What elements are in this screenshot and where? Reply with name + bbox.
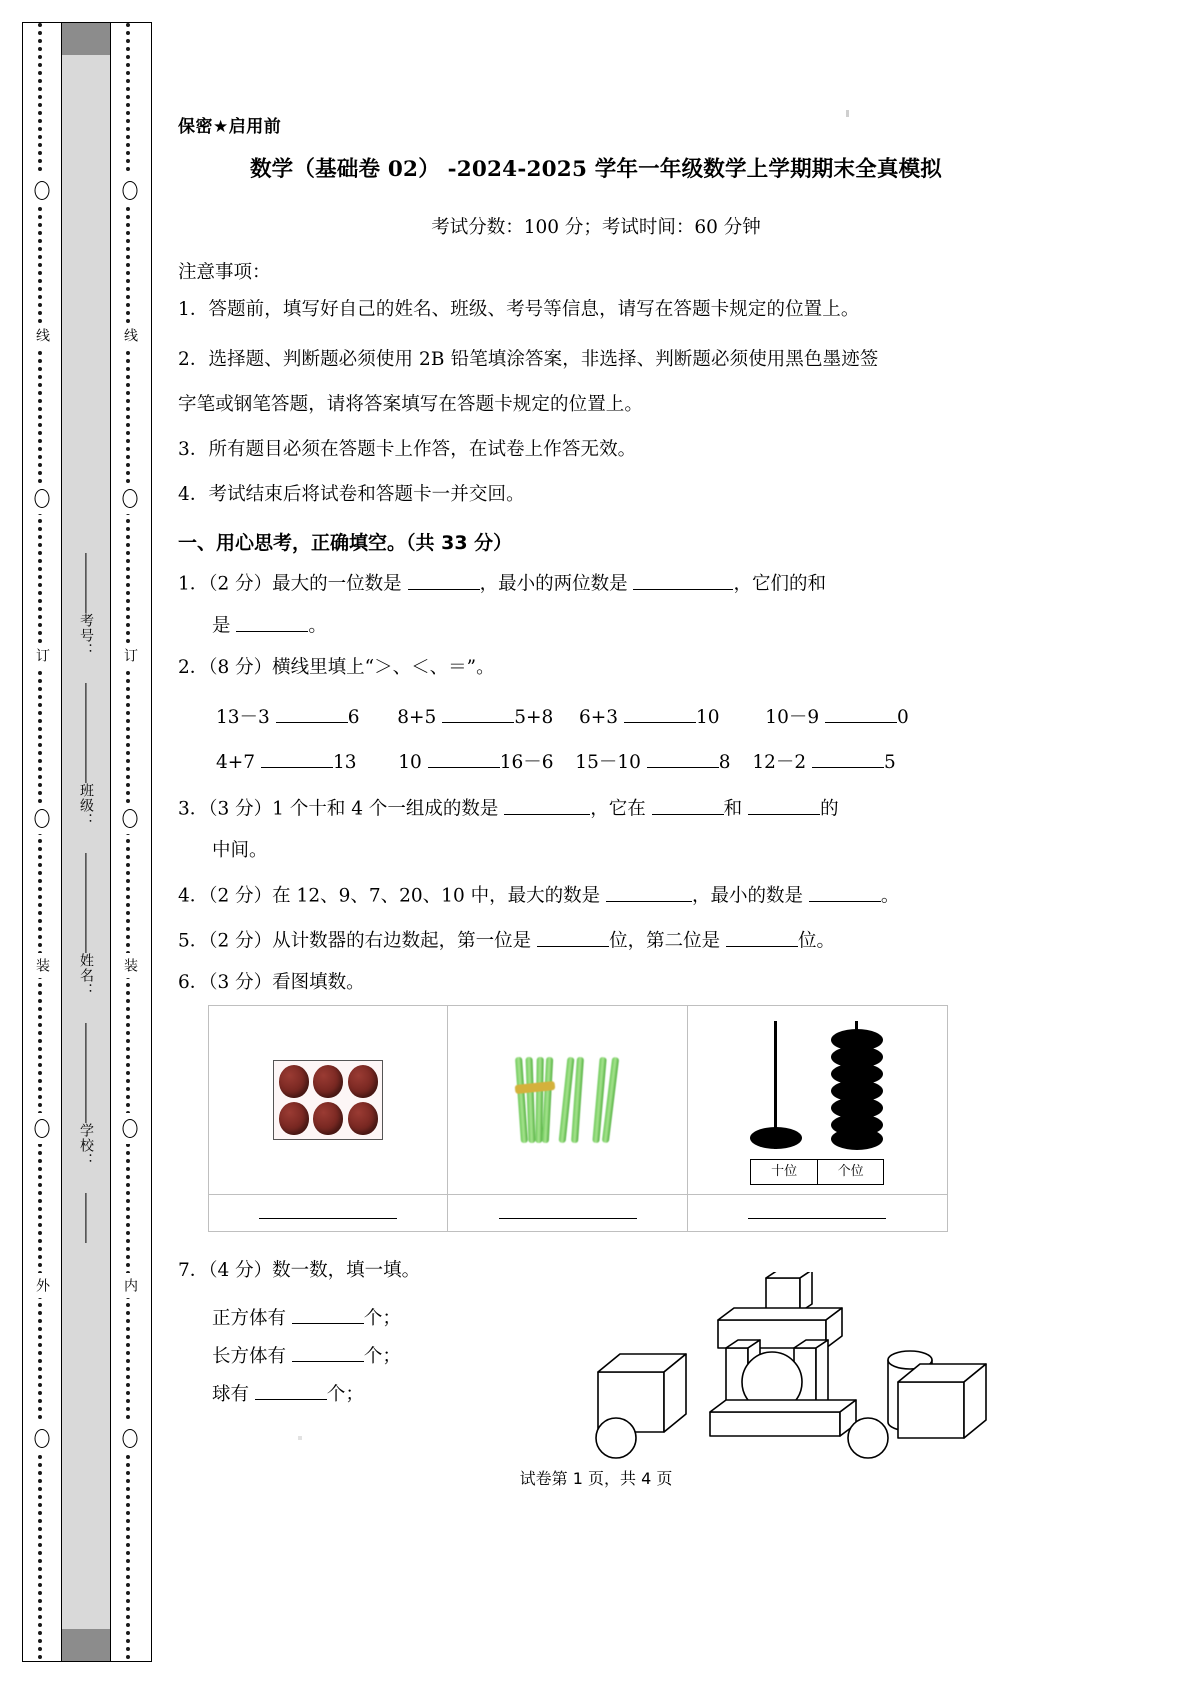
q5-text-a: 5．（2 分）从计数器的右边数起，第一位是 <box>178 930 532 952</box>
q7-blank-cuboid[interactable] <box>292 1342 364 1362</box>
marker-circle-outer-2 <box>35 483 50 514</box>
q2-r2-left-1: 4+7 <box>216 752 256 773</box>
q2-r2-right-3: 8 <box>718 752 731 773</box>
q7-unit-cuboid: 个； <box>363 1345 401 1367</box>
notice-item-2: 2．选择题、判断题必须使用 2B 铅笔填涂答案，非选择、判断题必须使用黑色墨迹签 <box>178 349 879 370</box>
marker-circle-inner-1 <box>123 175 138 206</box>
notice-heading: 注意事项： <box>178 262 271 283</box>
q3-text-a: 3．（3 分）1 个十和 4 个一组成的数是 <box>178 798 499 820</box>
q2-r2-right-2: 16－6 <box>499 752 554 773</box>
q3-text-b: ，它在 <box>590 798 646 820</box>
q5-blank-1[interactable] <box>537 927 609 947</box>
q2-r2-blank-1[interactable] <box>261 749 333 769</box>
q2-r2-left-4: 12－2 <box>752 752 807 773</box>
notice-item-4: 3．所有题目必须在答题卡上作答，在试卷上作答无效。 <box>178 439 637 460</box>
page-artifact-dot <box>846 110 849 117</box>
q2-r1-blank-3[interactable] <box>624 704 696 724</box>
q2-r2-right-4: 5 <box>884 752 896 773</box>
notice-item-3: 字笔或钢笔答题，请将答案填写在答题卡规定的位置上。 <box>178 394 644 415</box>
question-7-answer-lines <box>212 1300 401 1414</box>
q2-r2-left-3: 15－10 <box>575 752 641 773</box>
student-info-column <box>61 23 111 1661</box>
q2-r2-blank-2[interactable] <box>428 749 500 769</box>
page-title: 数学（基础卷 02） -2024-2025 学年一年级数学上学期期末全真模拟 <box>249 157 942 182</box>
q2-r2-blank-4[interactable] <box>812 749 884 769</box>
q2-r2-blank-3[interactable] <box>647 749 719 769</box>
q3-text-d: 的 <box>820 798 839 820</box>
solids-figure <box>568 1272 988 1460</box>
solids-line-drawing-icon <box>568 1272 988 1460</box>
answer-blank-sticks[interactable] <box>499 1204 637 1219</box>
seal-label-inner-seal: 装 <box>120 953 140 978</box>
q7-label-cuboid: 长方体有 <box>212 1345 287 1367</box>
seal-binding-strip <box>22 22 152 1662</box>
seal-label-inner-bind: 订 <box>120 643 140 668</box>
page-footer: 试卷第 1 页，共 4 页 <box>519 1469 673 1488</box>
apple-icon <box>348 1102 378 1135</box>
q1-blank-3[interactable] <box>236 612 308 632</box>
apple-tray-icon <box>273 1060 383 1140</box>
question-6-picture-table <box>208 1005 948 1232</box>
q7-line-sphere <box>212 1376 401 1414</box>
seal-cap-top <box>62 23 110 55</box>
abacus-bead-tens <box>750 1127 802 1149</box>
cell-abacus <box>687 1006 947 1195</box>
seal-label-inner-inner: 内 <box>120 1273 140 1298</box>
q1-blank-1[interactable] <box>408 570 480 590</box>
stick-bundle-icon <box>518 1057 552 1143</box>
exam-score-time: 考试分数：100 分；考试时间：60 分钟 <box>431 217 761 238</box>
apple-icon <box>279 1065 309 1098</box>
counting-sticks-icon <box>448 1055 686 1145</box>
cell-apples <box>209 1006 448 1195</box>
q2-r1-left-3: 6+3 <box>579 707 619 728</box>
question-1-line-1 <box>178 570 826 597</box>
q2-r1-left-2: 8+5 <box>397 707 437 728</box>
apple-icon <box>279 1102 309 1135</box>
answer-cell-apples[interactable] <box>209 1195 448 1232</box>
notice-item-5: 4．考试结束后将试卷和答题卡一并交回。 <box>178 484 525 505</box>
question-2-row-1 <box>216 703 909 729</box>
question-7-stem: 7．（4 分）数一数，填一填。 <box>178 1260 421 1281</box>
seal-label-outer-seal: 装 <box>32 953 52 978</box>
abacus-label-ones: 个位 <box>817 1160 884 1184</box>
cell-sticks <box>448 1006 687 1195</box>
loose-stick-icon <box>596 1057 618 1143</box>
q7-label-sphere: 球有 <box>212 1383 250 1405</box>
q2-r2-left-2: 10 <box>398 752 422 773</box>
seal-label-inner-line: 线 <box>120 323 140 348</box>
question-4 <box>178 882 899 909</box>
dotted-rule-outer <box>38 23 46 1661</box>
loose-stick-icon <box>563 1057 585 1143</box>
seal-inner-column <box>111 23 149 1661</box>
q1-text-c: ，它们的和 <box>733 573 826 595</box>
q2-r1-right-3: 10 <box>695 707 720 728</box>
marker-circle-inner-4 <box>123 1113 138 1144</box>
q5-text-c: 位。 <box>797 930 835 952</box>
q1-text-b: ，最小的两位数是 <box>479 573 628 595</box>
apple-icon <box>313 1102 343 1135</box>
q7-blank-sphere[interactable] <box>255 1380 327 1400</box>
dotted-rule-inner <box>126 23 134 1661</box>
question-1-line-2 <box>212 612 327 639</box>
q7-line-cuboid <box>212 1338 401 1376</box>
marker-circle-outer-4 <box>35 1113 50 1144</box>
q3-blank-3[interactable] <box>748 795 820 815</box>
q3-text-c: 和 <box>723 798 743 820</box>
answer-blank-abacus[interactable] <box>748 1204 886 1219</box>
q2-r1-right-1: 6 <box>347 707 360 728</box>
q7-blank-cube[interactable] <box>292 1305 364 1325</box>
question-2-row-2 <box>216 748 896 774</box>
exam-paper-body <box>178 0 1014 1684</box>
marker-circle-inner-3 <box>123 803 138 834</box>
q7-unit-cube: 个； <box>363 1308 401 1329</box>
q2-r1-blank-1[interactable] <box>276 704 348 724</box>
seal-cap-bottom <box>62 1629 110 1661</box>
seal-label-outer-line: 线 <box>32 323 52 348</box>
section-heading-fill-in: 一、用心思考，正确填空。（共 33 分） <box>178 532 513 554</box>
question-5 <box>178 927 835 954</box>
apple-icon <box>313 1065 343 1098</box>
q7-unit-sphere: 个； <box>326 1383 364 1405</box>
q4-text-c: 。 <box>880 885 900 907</box>
q2-r1-blank-4[interactable] <box>825 704 897 724</box>
field-label-name: 姓名： <box>78 953 94 998</box>
page-artifact-dot-2 <box>298 1436 302 1440</box>
q7-line-cube <box>212 1300 401 1338</box>
table-row-pictures <box>209 1006 948 1195</box>
question-3-line-2: 中间。 <box>212 840 268 861</box>
notice-item-1: 1．答题前，填写好自己的姓名、班级、考号等信息，请写在答题卡规定的位置上。 <box>178 299 860 320</box>
answer-cell-sticks[interactable] <box>448 1195 687 1232</box>
marker-circle-inner-2 <box>123 483 138 514</box>
seal-label-outer-outer: 外 <box>32 1273 52 1298</box>
q2-r1-right-4: 0 <box>897 707 909 728</box>
q2-r1-blank-2[interactable] <box>442 704 514 724</box>
q1-text-d: 是 <box>212 615 231 637</box>
q4-blank-2[interactable] <box>809 882 881 902</box>
q1-text-e: 。 <box>308 615 327 637</box>
q2-r2-right-1: 13 <box>332 752 357 773</box>
table-row-answers <box>209 1195 948 1232</box>
abacus-bead-ones <box>831 1128 883 1150</box>
marker-circle-outer-3 <box>35 803 50 834</box>
q4-text-b: ，最小的数是 <box>692 885 804 907</box>
q4-blank-1[interactable] <box>606 882 692 902</box>
q5-blank-2[interactable] <box>726 927 798 947</box>
marker-circle-outer-5 <box>35 1423 50 1454</box>
apple-icon <box>348 1065 378 1098</box>
q4-text-a: 4．（2 分）在 12、9、7、20、10 中，最大的数是 <box>178 885 601 907</box>
q5-text-b: 位，第二位是 <box>609 930 721 952</box>
field-label-school: 学校： <box>78 1123 94 1168</box>
answer-blank-apples[interactable] <box>259 1204 397 1219</box>
abacus-place-value-base <box>750 1159 884 1185</box>
q2-r1-right-2: 5+8 <box>514 707 554 728</box>
confidential-notice: 保密★启用前 <box>178 117 282 137</box>
marker-circle-outer-1 <box>35 175 50 206</box>
q2-r1-left-1: 13－3 <box>216 707 270 728</box>
q1-text-a: 1．（2 分）最大的一位数是 <box>178 573 402 595</box>
q3-blank-1[interactable] <box>504 795 590 815</box>
question-3-line-1 <box>178 795 839 822</box>
field-label-class: 班级： <box>78 783 94 828</box>
q1-blank-2[interactable] <box>633 570 733 590</box>
q3-blank-2[interactable] <box>652 795 724 815</box>
seal-label-outer-bind: 订 <box>32 643 52 668</box>
field-label-exam-number: 考号： <box>78 613 94 658</box>
question-6-stem: 6．（3 分）看图填数。 <box>178 972 365 993</box>
q7-label-cube: 正方体有 <box>212 1308 287 1329</box>
seal-outer-column <box>23 23 61 1661</box>
abacus-label-tens: 十位 <box>771 1164 798 1179</box>
abacus-icon <box>742 1015 892 1185</box>
marker-circle-inner-5 <box>123 1423 138 1454</box>
answer-cell-abacus[interactable] <box>687 1195 947 1232</box>
question-2-stem: 2．（8 分）横线里填上“＞、＜、＝”。 <box>178 657 495 678</box>
q2-r1-left-4: 10－9 <box>765 707 820 728</box>
